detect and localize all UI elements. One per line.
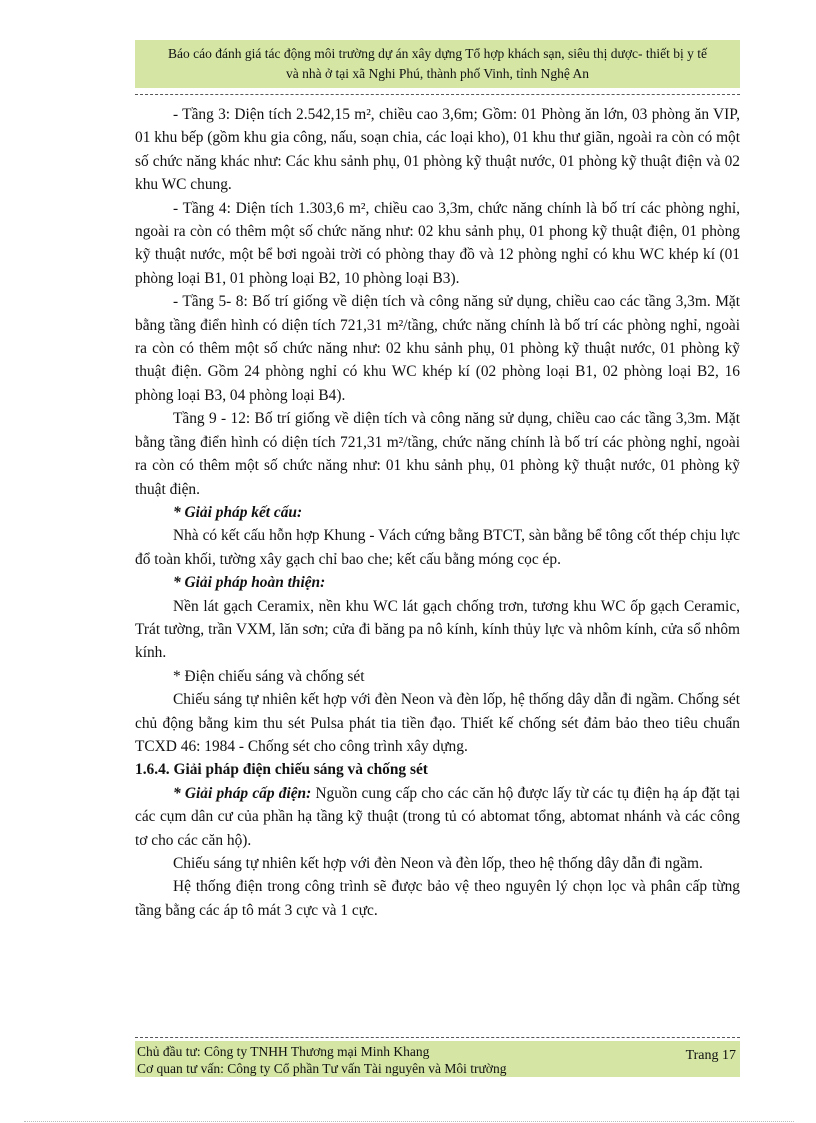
- header-title-line1: Báo cáo đánh giá tác động môi trường dự án xây dựng Tổ hợp khách sạn, siêu thị dược- thiết bị y tế: [168, 46, 707, 61]
- paragraph-floor-9-12: Tầng 9 - 12: Bố trí giống về diện tích và công năng sử dụng, chiều cao các tầng 3,3m. Mặt bằng tầng điển hình có diện tích 721,31 m²/tầng, chức năng chính là bố trí các phòng nghỉ, ngoài ra còn có thêm một số chức năng như: 01 khu sảnh phụ, 01 phòng kỹ thuật nước, 01 phòng kỹ thuật điện.: [135, 410, 740, 498]
- document-body: [135, 103, 740, 922]
- footer-info: [137, 1043, 506, 1077]
- heading-structural-solution: * Giải pháp kết cấu:: [173, 503, 303, 521]
- paragraph-lighting-title: * Điện chiếu sáng và chống sét: [173, 667, 365, 685]
- footer-consultant: Cơ quan tư vấn: Công ty Cổ phần Tư vấn Tài nguyên và Môi trường: [137, 1061, 507, 1076]
- header-title-line2: và nhà ở tại xã Nghi Phú, thành phố Vinh, tỉnh Nghệ An: [285, 66, 590, 81]
- heading-finishing-solution: * Giải pháp hoàn thiện:: [173, 574, 326, 592]
- paragraph-floor-4: - Tầng 4: Diện tích 1.303,6 m², chiều cao 3,3m, chức năng chính là bố trí các phòng nghỉ, ngoài ra còn có thêm một số chức năng như: 02 khu sảnh phụ, 01 phong kỹ thuật điện, 01 phòng kỹ thuật nước, một bể bơi ngoài trời có phòng thay đồ và 12 phòng nghỉ có khu WC khép kí (01 phòng loại B1, 01 phòng loại B2, 10 phòng loại B3).: [135, 199, 740, 287]
- paragraph-power-supply: [135, 782, 740, 852]
- paragraph-lighting: Chiếu sáng tự nhiên kết hợp với đèn Neon và đèn lốp, hệ thống dây dẫn đi ngầm. Chống sét chủ động bằng kim thu sét Pulsa phát tia tiền đạo. Thiết kế chống sét đảm bảo theo tiêu chuẩn TCXD 46: 1984 - Chống sét cho công trình xây dựng.: [135, 691, 740, 755]
- paragraph-structure: Nhà có kết cấu hỗn hợp Khung - Vách cứng bằng BTCT, sàn bằng bể tông cốt thép chịu lực đổ toàn khối, tường xây gạch chỉ bao che; kết cấu bằng móng cọc ép.: [135, 527, 740, 568]
- power-supply-text: Nguồn cung cấp cho các căn hộ được lấy từ các tụ điện hạ áp đặt tại các cụm dân cư của phần hạ tầng kỹ thuật (trong tủ có abtomat tổng, abtomat nhánh và các công tơ cho các căn hộ).: [135, 784, 740, 849]
- paragraph-natural-lighting: Chiếu sáng tự nhiên kết hợp với đèn Neon và đèn lốp, theo hệ thống dây dẫn đi ngầm.: [173, 855, 703, 872]
- section-heading-1-6-4: 1.6.4. Giải pháp điện chiếu sáng và chống sét: [135, 761, 428, 779]
- paragraph-finishing: Nền lát gạch Ceramix, nền khu WC lát gạch chống trơn, tương khu WC ốp gạch Ceramic, Trát tường, trần VXM, lăn sơn; cửa đi băng pa nô kính, kính thủy lực và nhôm kính, cửa sổ nhôm kính.: [135, 597, 740, 662]
- footer-owner: Chủ đầu tư: Công ty TNHH Thương mại Minh Khang: [137, 1044, 430, 1059]
- paragraph-electrical-protection: Hệ thống điện trong công trình sẽ được bảo vệ theo nguyên lý chọn lọc và phân cấp từng tầng bằng các áp tô mát 3 cực và 1 cực.: [135, 878, 740, 919]
- heading-power-supply: * Giải pháp cấp điện:: [173, 784, 312, 802]
- paragraph-floor-5-8: - Tầng 5- 8: Bố trí giống về diện tích và công năng sử dụng, chiều cao các tầng 3,3m. Mặt bằng tầng điển hình có diện tích 721,31 m²/tầng, chức năng chính là bố trí các phòng nghỉ, ngoài ra còn có thêm một số chức năng như: 02 khu sảnh phụ, 01 phòng kỹ thuật nước, 01 phòng kỹ thuật điện. Gồm 24 phòng nghỉ có khu WC khép kí (02 phòng loại B1, 02 phòng loại B2, 16 phòng loại B3, 04 phòng loại B4).: [135, 293, 740, 404]
- footer-divider: [135, 1037, 740, 1038]
- header-divider: [135, 94, 740, 95]
- page-edge: [24, 1121, 794, 1122]
- page-footer: [135, 1041, 740, 1077]
- page-number: Trang 17: [685, 1048, 736, 1063]
- paragraph-floor-3: - Tầng 3: Diện tích 2.542,15 m², chiều cao 3,6m; Gồm: 01 Phòng ăn lớn, 03 phòng ăn VIP, 01 khu bếp (gồm khu gia công, nấu, soạn chia, các loại kho), 01 khu thư giãn, ngoài ra còn có một số chức năng khác như: Các khu sảnh phụ, 01 phòng kỹ thuật nước, 01 phòng kỹ thuật điện và 02 khu WC chung.: [135, 106, 741, 194]
- page-header: [135, 40, 740, 88]
